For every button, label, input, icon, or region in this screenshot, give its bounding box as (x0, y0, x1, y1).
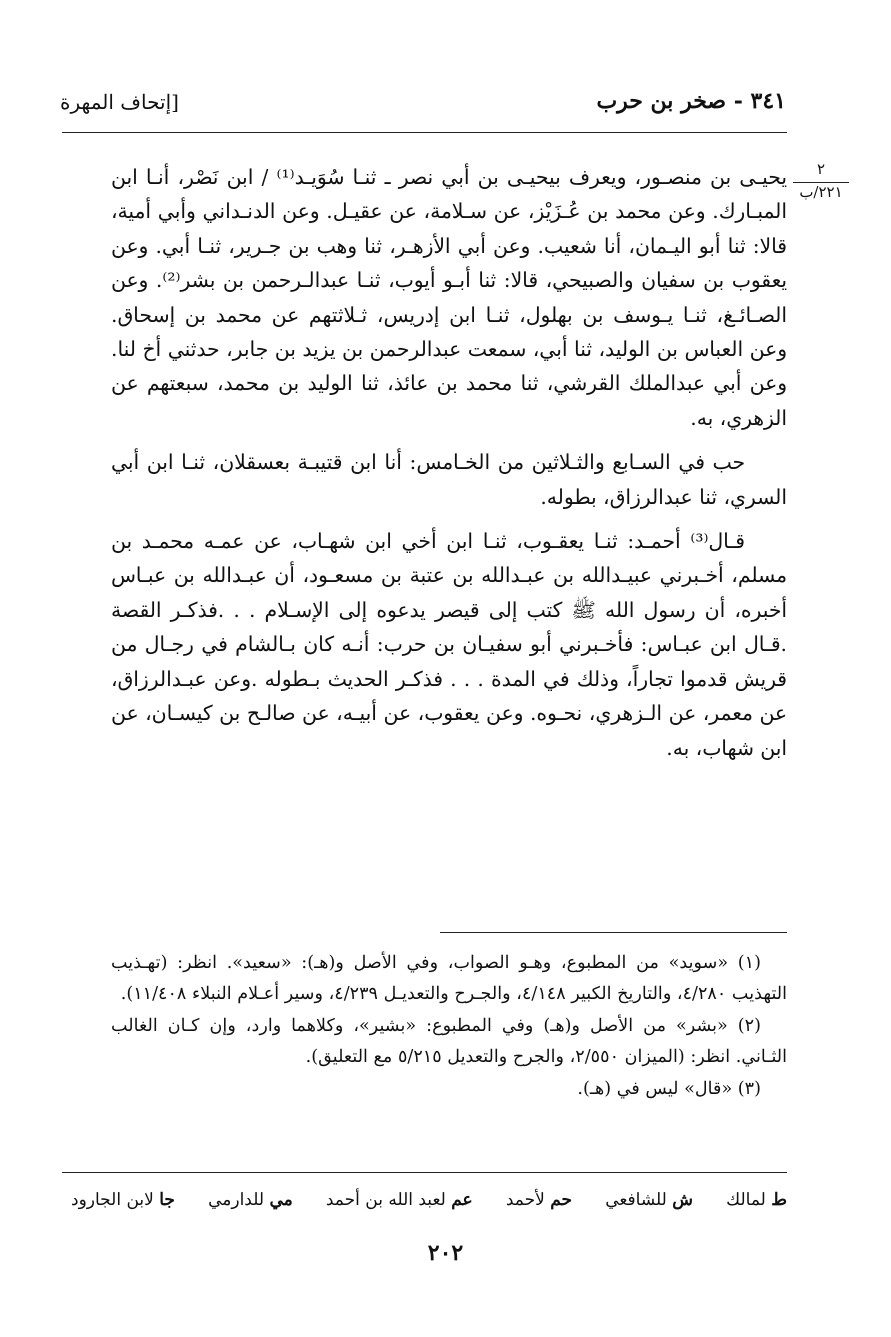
margin-note-top: ٢ (793, 160, 849, 183)
abbreviations-legend (71, 1190, 787, 1210)
book-title: [إتحاف المهرة (60, 90, 179, 114)
abbrev-label: للشافعي (605, 1190, 667, 1210)
abbrev-label: لعبد الله بن أحمد (325, 1190, 446, 1210)
margin-note-bottom: ٢٢١/ب (799, 182, 843, 201)
abbrev-code: حم (550, 1190, 573, 1210)
header-rule (62, 132, 787, 133)
abbrev-label: لأحمد (505, 1190, 545, 1210)
footnote-rule (440, 932, 787, 933)
abbrev-label: للدارمي (208, 1190, 265, 1210)
abbrev-item (326, 1190, 473, 1210)
abbrev-code: جا (159, 1190, 175, 1210)
footnotes (111, 948, 787, 1105)
footnote-2: (٢) «بشر» من الأصل و(هـ) وفي المطبوع: «بشير»، وكلاهما وارد، وإن كـان الغالب الثـاني. انظر: (الميزان ٢/٥٥٠، والجرح والتعديل ٥/٢١٥ مع التعليق). (111, 1016, 787, 1067)
abbrev-code: مي (269, 1190, 293, 1210)
margin-note (793, 160, 849, 202)
abbrev-item (71, 1190, 175, 1210)
page-number: ٢٠٢ (427, 1240, 464, 1266)
main-text (111, 160, 787, 765)
footnote-3: (٣) «قال» ليس في (هـ). (577, 1079, 761, 1099)
abbrev-code: عم (451, 1190, 473, 1210)
paragraph-2: حب في السـابع والثـلاثين من الخـامس: أنا ابن قتيبـة بعسقلان، ثنـا ابن أبي السري، ثنا عبدالرزاق، بطوله. (111, 450, 787, 509)
abbrev-item (605, 1190, 693, 1210)
running-header (60, 88, 786, 128)
abbrev-code: ش (672, 1190, 694, 1210)
abbrev-item (506, 1190, 572, 1210)
paragraph-3: قـال⁽³⁾ أحمـد: ثنـا يعقـوب، ثنـا ابن أخي ابن شهـاب، عن عمـه محمـد بن مسلم، أخـبرني عبيـدالله بن عبـدالله بن عتبة بن مسعـود، أن عبـدالله بن عبـاس أخبره، أن رسول الله ﷺ كتب إلى قيصر يدعوه إلى الإسـلام . . .فذكـر القصة .قـال ابن عبـاس: فأخـبرني أبو سفيـان بن حرب: أنـه كان بـالشام في رجـال من قريش قدموا تجاراً، وذلك في المدة . . . فذكـر الحديث بـطوله .وعن عبـدالرزاق، عن معمر، عن الـزهري، نحـوه. وعن يعقوب، عن أبيـه، عن صالـح بن كيسـان، عن ابن شهاب، به. (111, 529, 787, 760)
abbrev-item (208, 1190, 293, 1210)
abbrev-label: لمالك (726, 1190, 766, 1210)
abbreviations-rule (62, 1172, 787, 1173)
abbrev-label: لابن الجارود (71, 1190, 154, 1210)
abbrev-item (726, 1190, 787, 1210)
entry-title: ٣٤١ - صخر بن حرب (596, 88, 786, 114)
abbrev-code: ط (771, 1190, 787, 1210)
paragraph-1: يحيـى بن منصـور، ويعرف بيحيـى بن أبي نصر ـ ثنـا سُوَيـد⁽¹⁾ / ابن نَصْر، أنـا ابن المبـارك. وعن محمد بن عُـزَيْز، عن سـلامة، عن عقيـل. وعن الدنـداني وأبي أمية، قالا: ثنا أبو اليـمان، أنا شعيب. وعن أبي الأزهـر، ثنا وهب بن جـرير، ثنـا أبي. وعن يعقوب بن سفيان والصبيحي، قالا: ثنا أبـو أيوب، ثنـا عبدالـرحمن بن بشر⁽²⁾. وعن الصـائـغ، ثنـا يـوسف بن بهلول، ثنـا ابن إدريس، ثـلاثتهم عن محمد بن إسحاق. وعن العباس بن الوليد، ثنا أبي، سمعت عبدالرحمن بن يزيد بن جابر، حدثني أخ لنا. وعن أبي عبدالملك القرشي، ثنا محمد بن عائذ، ثنا الوليد بن محمد، سبعتهم عن الزهري، به. (111, 165, 788, 430)
footnote-1: (١) «سويد» من المطبوع، وهـو الصواب، وفي الأصل و(هـ): «سعيد». انظر: (تهـذيب التهذيب ٤/٢٨٠، والتاريخ الكبير ٤/١٤٨، والجـرح والتعديـل ٤/٢٣٩، وسير أعـلام النبلاء ١١/٤٠٨). (111, 953, 787, 1004)
